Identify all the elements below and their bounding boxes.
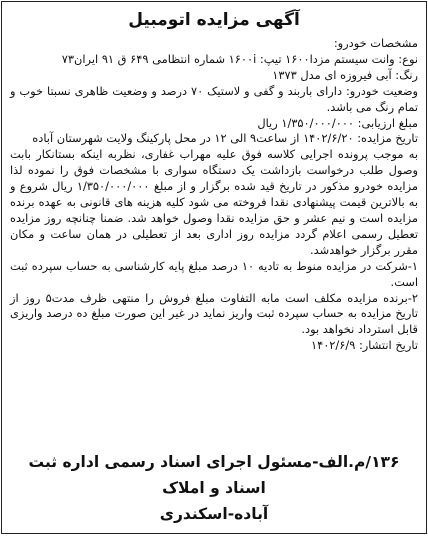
footer-name-line: آباده-اسکندری xyxy=(159,505,269,523)
vehicle-color-line: رنگ: آبی فیروزه ای مدل ۱۳۷۳ xyxy=(272,67,418,82)
valuation-line: مبلغ ارزیابی: ۱/۳۵۰/۰۰۰/۰۰۰ ریال xyxy=(257,115,418,130)
condition-2: ۲-برنده مزایده مکلف است مابه التفاوت مبلغ فروش را منتهی ظرف مدت۵ روز از تاریخ مزایده به حساب سپرده ثبت واریز نماید در غیر این صورت مبلغ ده درصد واریزی قابل استرداد نخواهد بود. xyxy=(10,290,418,337)
publish-date: تاریخ انتشار: ۱۴۰۲/۶/۹ xyxy=(310,338,418,353)
notice-footer xyxy=(10,449,418,527)
notice-body xyxy=(10,36,418,354)
vehicle-type-line: نوع: وانت سیستم مزدا۱۶۰۰ تیپ: ۱۶۰۰i شماره انتظامی ۶۴۹ ق ۹۱ ایران۷۳ xyxy=(61,51,418,66)
condition-1: ۱-شرکت در مزایده منوط به تادیه ۱۰ درصد مبلغ پایه کارشناسی به حساب سپرده ثبت است. xyxy=(10,258,418,289)
vehicle-condition-line: وضعیت خودرو: دارای باربند و گفی و لاستیک ۷۰ درصد و وضعیت ظاهری نسبتا خوب و تمام رنگ می باشد. xyxy=(10,83,418,114)
auction-notice xyxy=(1,1,427,534)
auction-date-line: تاریخ مزایده: ۱۴۰۲/۶/۲۰ از ساعت۹ الی ۱۲ در محل پارکینگ ولایت شهرستان آباده xyxy=(32,131,418,146)
footer-signature-line: ۱۳۶/م.الف-مسئول اجرای اسناد رسمی اداره ثبت اسناد و املاک xyxy=(28,453,400,497)
main-paragraph: به موجب پرونده اجرایی کلاسه فوق علیه مهراب غفاری، نظربه اینکه بستانکار بابت وصول طلب درخواست بازداشت یک دستگاه سواری با مشخصات فوق را نموده لذا مزایده خودرو مذکور در تاریخ قید شده برگزار و از مبلغ ۱/۳۵۰/۰۰۰/۰۰۰ ریال شروع و به بالاترین قیمت پیشنهادی نقدا فروخته می شود کلیه هزینه های قانونی به عهده برنده مزایده است و نیم عشر و حق مزایده نقدا وصول خواهد شد. ضمنا چنانچه روز مزایده تعطیل رسمی اعلام گردد مزایده روز اداری بعد از تعطیلی در همان ساعت و مکان مقرر برگزار خواهدشد. xyxy=(10,147,418,257)
notice-title: آگهی مزایده اتومبیل xyxy=(128,10,300,30)
specs-heading: مشخصات خودرو: xyxy=(333,36,418,50)
